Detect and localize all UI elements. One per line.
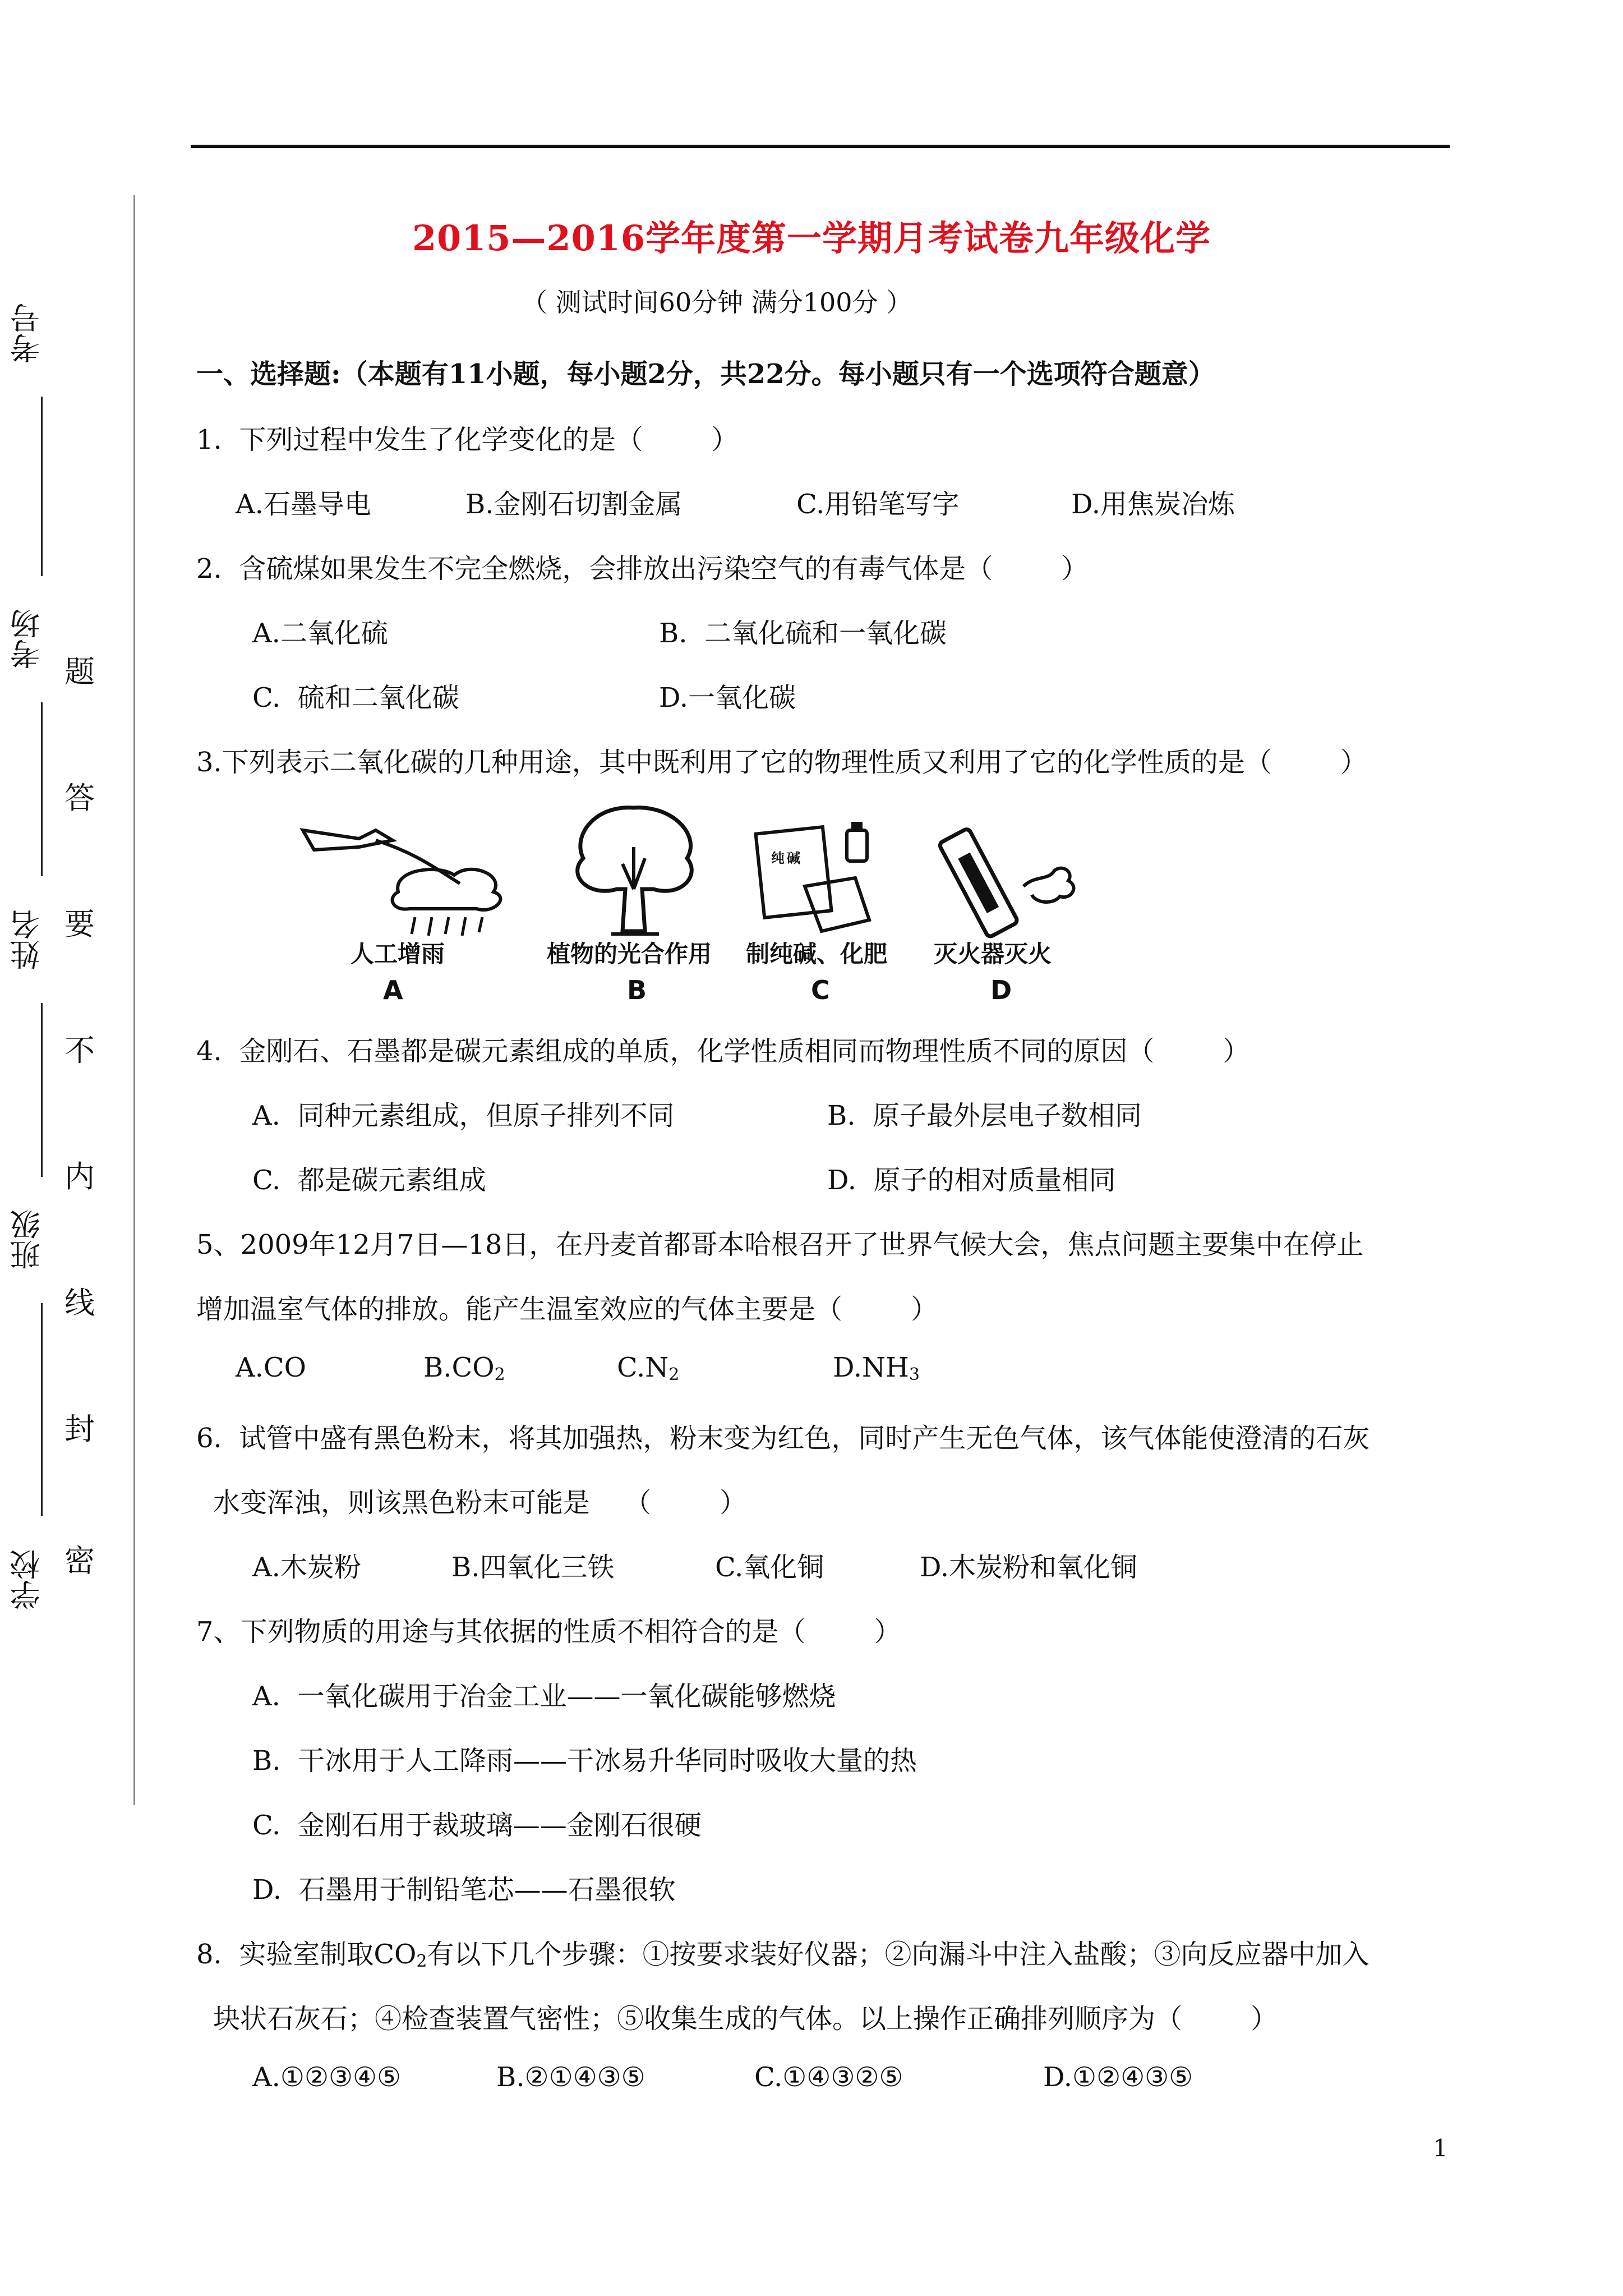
q5-option-b: $B.CO_2$ <box>423 1352 505 1384</box>
seal-char-7: 答 <box>64 780 95 816</box>
q7-option-c: C. 金刚石用于裁玻璃——金刚石很硬 <box>252 1810 702 1841</box>
q3-pic-b-label: 植物的光合作用 <box>547 940 712 968</box>
q6-option-b: B.四氧化三铁 <box>451 1552 615 1583</box>
q8-option-a: A.①②③④⑤ <box>252 2062 402 2093</box>
q3-pic-a-letter: A <box>383 975 403 1005</box>
seal-char-1: 密 <box>64 1543 95 1579</box>
q2-option-b: B. 二氧化硫和一氧化碳 <box>659 618 947 649</box>
q4-option-c: C. 都是碳元素组成 <box>252 1165 486 1196</box>
q2-option-d: D.一氧化碳 <box>659 682 796 714</box>
q6-stem-line1: 6. 试管中盛有黑色粉末，将其加强热，粉末变为红色，同时产生无色气体，该气体能使澄清的石灰 <box>196 1423 1370 1454</box>
q7-option-d: D. 石墨用于制铅笔芯——石墨很软 <box>252 1874 676 1906</box>
q2-option-a: A.二氧化硫 <box>252 618 388 649</box>
q7-stem: 7、下列物质的用途与其依据的性质不相符合的是（ ） <box>196 1616 901 1648</box>
seal-char-3: 线 <box>64 1285 95 1320</box>
q8-option-b: B.②①④③⑤ <box>496 2062 645 2093</box>
q5-option-c: $C.N_2$ <box>617 1352 680 1384</box>
seal-char-5: 不 <box>64 1033 95 1068</box>
q3-pic-d-label: 灭火器灭火 <box>934 940 1052 968</box>
section-heading: 一、选择题:（本题有11小题，每小题2分，共22分。每小题只有一个选项符合题意） <box>196 358 1215 390</box>
q4-option-b: B. 原子最外层电子数相同 <box>827 1100 1142 1131</box>
q5-stem-line2: 增加温室气体的排放。能产生温室效应的气体主要是（ ） <box>196 1294 938 1325</box>
field-room-label: 考场 <box>10 609 45 670</box>
q5-option-a: A.CO <box>236 1352 306 1383</box>
q3-pic-c-label: 制纯碱、化肥 <box>746 940 888 968</box>
q6-stem-line2: 水变浑浊，则该黑色粉末可能是 （ ） <box>213 1487 747 1519</box>
field-school-line <box>12 1303 43 1516</box>
q7-option-a: A. 一氧化碳用于冶金工业——一氧化碳能够燃烧 <box>252 1681 836 1712</box>
q5-option-d: $D.NH_3$ <box>833 1352 920 1384</box>
field-name-label: 姓名 <box>10 909 45 970</box>
q4-option-d: D. 原子的相对质量相同 <box>827 1165 1116 1196</box>
binding-line <box>133 195 135 1805</box>
q3-pic-d-letter: D <box>990 975 1012 1005</box>
q3-pic-c-letter: C <box>811 975 830 1005</box>
q8-option-d: D.①②④③⑤ <box>1043 2062 1193 2093</box>
q4-stem: 4. 金刚石、石墨都是碳元素组成的单质，化学性质相同而物理性质不同的原因（ ） <box>196 1036 1250 1067</box>
binding-info-fields <box>12 303 43 1610</box>
q8-stem-line2: 块状石灰石；④检查装置气密性；⑤收集生成的气体。以上操作正确排列顺序为（ ） <box>213 2003 1278 2035</box>
field-room-line <box>12 702 43 876</box>
q5-stem-line1: 5、2009年12月7日—18日，在丹麦首都哥本哈根召开了世界气候大会，焦点问题主要集中在停止 <box>196 1229 1364 1260</box>
exam-subtitle: （ 测试时间60分钟 满分100分 ） <box>522 287 912 318</box>
field-number-line <box>12 397 43 576</box>
q6-option-d: D.木炭粉和氧化铜 <box>920 1552 1138 1583</box>
q3-pic-a-label: 人工增雨 <box>351 940 445 968</box>
q3-pic-c-card: 纯碱 <box>771 850 803 866</box>
q1-stem: 1. 下列过程中发生了化学变化的是（ ） <box>196 424 739 455</box>
q3-pic-b-letter: B <box>627 975 647 1005</box>
q3-pic-b-tree <box>561 797 707 942</box>
seal-char-6: 要 <box>64 907 95 942</box>
q8-stem-line1: 8. 实验室制取$CO_2$有以下几个步骤：①按要求装好仪器；②向漏斗中注入盐酸；③向反应器中加入 <box>196 1939 1370 1971</box>
q1-option-d: D.用焦炭冶炼 <box>1071 489 1235 520</box>
q8-option-c: C.①④③②⑤ <box>754 2062 903 2093</box>
seal-char-8: 题 <box>64 654 95 689</box>
seal-warning <box>64 654 104 1579</box>
q6-option-a: A.木炭粉 <box>252 1552 361 1583</box>
q3-pic-d-extinguisher <box>920 808 1088 942</box>
q1-option-c: C.用铅笔写字 <box>796 489 960 520</box>
field-class-label: 班级 <box>10 1209 45 1271</box>
q3-stem: 3.下列表示二氧化碳的几种用途，其中既利用了它的物理性质又利用了它的化学性质的是（ ） <box>196 747 1367 778</box>
q1-option-a: A.石墨导电 <box>236 489 371 520</box>
field-school-label: 学校 <box>10 1549 45 1610</box>
page-number: 1 <box>1433 2134 1448 2162</box>
q3-pic-a-cloud-seeding <box>292 808 527 942</box>
q3-pic-c-fertilizer <box>749 808 889 942</box>
q2-stem: 2. 含硫煤如果发生不完全燃烧，会排放出污染空气的有毒气体是（ ） <box>196 553 1089 585</box>
q4-option-a: A. 同种元素组成，但原子排列不同 <box>252 1100 675 1131</box>
q7-option-b: B. 干冰用于人工降雨——干冰易升华同时吸收大量的热 <box>252 1745 917 1777</box>
seal-char-2: 封 <box>64 1411 95 1447</box>
exam-title: 2015—2016学年度第一学期月考试卷九年级化学 <box>412 218 1211 259</box>
q1-option-b: B.金刚石切割金属 <box>465 489 683 520</box>
seal-char-4: 内 <box>64 1159 95 1194</box>
q2-option-c: C. 硫和二氧化碳 <box>252 682 459 714</box>
field-class-line <box>12 1003 43 1177</box>
header-rule <box>191 145 1450 148</box>
q6-option-c: C.氧化铜 <box>715 1552 824 1583</box>
field-number-label: 考号 <box>10 303 45 364</box>
